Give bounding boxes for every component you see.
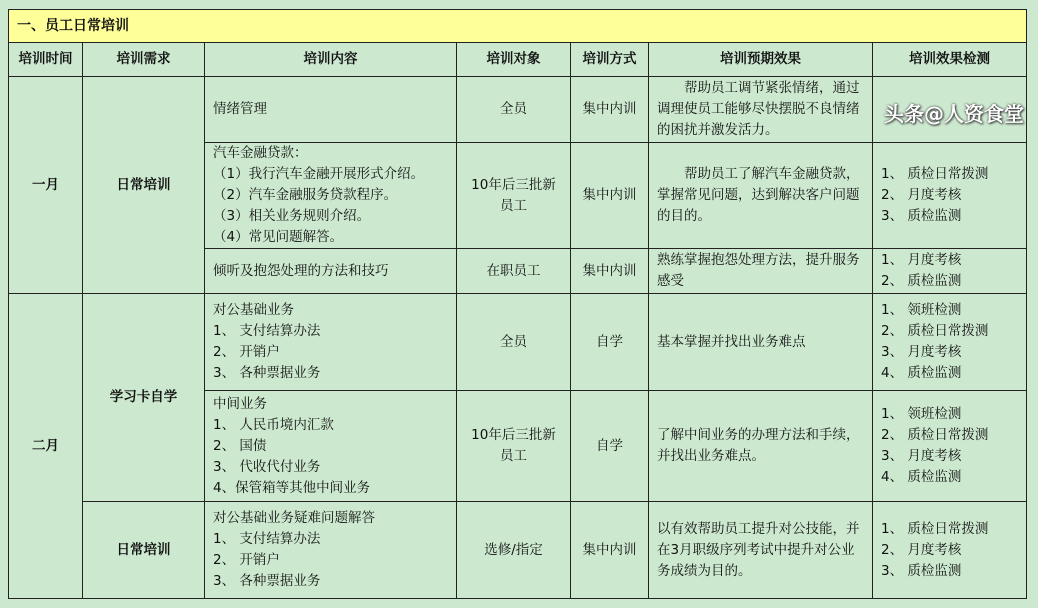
line-item: 中间业务 bbox=[213, 395, 267, 412]
line-item: 2、 开销户 bbox=[213, 552, 280, 568]
header-method: 培训方式 bbox=[571, 43, 649, 77]
target-cell: 在职员工 bbox=[457, 249, 571, 294]
month-cell: 二月 bbox=[9, 294, 83, 599]
effect-cell: 帮助员工调节紧张情绪，通过调理使员工能够尽快摆脱不良情绪的困扰并激发活力。 bbox=[649, 77, 873, 143]
line-item: 倾听及抱怨处理的方法和技巧 bbox=[213, 262, 389, 279]
line-item: 3、 各种票据业务 bbox=[213, 573, 321, 589]
method-cell: 集中内训 bbox=[571, 143, 649, 249]
line-item: 2、 质检日常拨测 bbox=[881, 323, 989, 339]
method-cell: 集中内训 bbox=[571, 249, 649, 294]
table-row bbox=[9, 77, 1027, 143]
target-cell: 全员 bbox=[457, 77, 571, 143]
table-row bbox=[9, 502, 1027, 599]
header-row bbox=[9, 43, 1027, 77]
section-title: 一、员工日常培训 bbox=[9, 10, 1027, 43]
check-cell bbox=[873, 143, 1027, 249]
line-item: 3、 月度考核 bbox=[881, 448, 962, 464]
line-item: （2）汽车金融服务贷款程序。 bbox=[213, 187, 398, 203]
line-item: 3、 月度考核 bbox=[881, 344, 962, 360]
target-cell: 10年后三批新员工 bbox=[457, 391, 571, 502]
method-cell: 集中内训 bbox=[571, 502, 649, 599]
line-item: 3、 各种票据业务 bbox=[213, 365, 321, 381]
need-cell: 日常培训 bbox=[83, 77, 205, 294]
header-time: 培训时间 bbox=[9, 43, 83, 77]
effect-cell: 基本掌握并找出业务难点 bbox=[649, 294, 873, 391]
line-item: 汽车金融贷款： bbox=[213, 145, 308, 161]
check-cell bbox=[873, 294, 1027, 391]
target-cell: 全员 bbox=[457, 294, 571, 391]
line-item: 2、 开销户 bbox=[213, 344, 280, 360]
need-cell: 日常培训 bbox=[83, 502, 205, 599]
line-item: 3、 代收代付业务 bbox=[213, 458, 321, 475]
need-cell: 学习卡自学 bbox=[83, 294, 205, 502]
target-cell: 选修/指定 bbox=[457, 502, 571, 599]
line-item: （4）常见问题解答。 bbox=[213, 229, 344, 245]
line-item: 1、 支付结算办法 bbox=[213, 323, 321, 339]
line-item: 对公基础业务 bbox=[213, 302, 294, 318]
line-item: 4、 质检监测 bbox=[881, 469, 962, 485]
line-item: 1、 领班检测 bbox=[881, 406, 962, 422]
line-item: 4、 质检监测 bbox=[881, 365, 962, 381]
header-target: 培训对象 bbox=[457, 43, 571, 77]
watermark: 头条@人资食堂 bbox=[884, 102, 1024, 126]
content-cell bbox=[205, 294, 457, 391]
content-cell bbox=[205, 77, 457, 143]
line-item: （1）我行汽车金融开展形式介绍。 bbox=[213, 166, 425, 182]
training-table bbox=[8, 9, 1027, 599]
header-content: 培训内容 bbox=[205, 43, 457, 77]
line-item: 3、 质检监测 bbox=[881, 562, 962, 579]
check-cell bbox=[873, 249, 1027, 294]
target-cell: 10年后三批新员工 bbox=[457, 143, 571, 249]
line-item: 1、 支付结算办法 bbox=[213, 531, 321, 547]
content-cell bbox=[205, 249, 457, 294]
line-item: 2、 国债 bbox=[213, 437, 267, 454]
check-cell bbox=[873, 391, 1027, 502]
line-item: 2、 质检监测 bbox=[881, 273, 962, 289]
month-cell: 一月 bbox=[9, 77, 83, 294]
line-item: 4、保管箱等其他中间业务 bbox=[213, 479, 371, 496]
content-cell bbox=[205, 502, 457, 599]
line-item: 1、 人民币境内汇款 bbox=[213, 416, 334, 433]
line-item: 2、 月度考核 bbox=[881, 187, 962, 203]
header-need: 培训需求 bbox=[83, 43, 205, 77]
line-item: 对公基础业务疑难问题解答 bbox=[213, 510, 375, 526]
line-item: 情绪管理 bbox=[213, 101, 267, 117]
header-effect: 培训预期效果 bbox=[649, 43, 873, 77]
line-item: （3）相关业务规则介绍。 bbox=[213, 208, 371, 224]
method-cell: 自学 bbox=[571, 391, 649, 502]
line-item: 1、 质检日常拨测 bbox=[881, 166, 989, 182]
line-item: 2、 质检日常拨测 bbox=[881, 427, 989, 443]
method-cell: 集中内训 bbox=[571, 77, 649, 143]
effect-cell: 帮助员工了解汽车金融贷款，掌握常见问题，达到解决客户问题的目的。 bbox=[649, 143, 873, 249]
line-item: 1、 质检日常拨测 bbox=[881, 520, 989, 537]
check-cell bbox=[873, 502, 1027, 599]
effect-cell: 了解中间业务的办理方法和手续，并找出业务难点。 bbox=[649, 391, 873, 502]
content-cell bbox=[205, 391, 457, 502]
line-item: 1、 月度考核 bbox=[881, 252, 962, 268]
table-row bbox=[9, 294, 1027, 391]
method-cell: 自学 bbox=[571, 294, 649, 391]
effect-cell: 以有效帮助员工提升对公技能，并在3月职级序列考试中提升对公业务成绩为目的。 bbox=[649, 502, 873, 599]
line-item: 2、 月度考核 bbox=[881, 541, 962, 558]
header-check: 培训效果检测 bbox=[873, 43, 1027, 77]
line-item: 3、 质检监测 bbox=[881, 208, 962, 224]
line-item: 1、 领班检测 bbox=[881, 302, 962, 318]
content-cell bbox=[205, 143, 457, 249]
effect-cell: 熟练掌握抱怨处理方法，提升服务感受 bbox=[649, 249, 873, 294]
